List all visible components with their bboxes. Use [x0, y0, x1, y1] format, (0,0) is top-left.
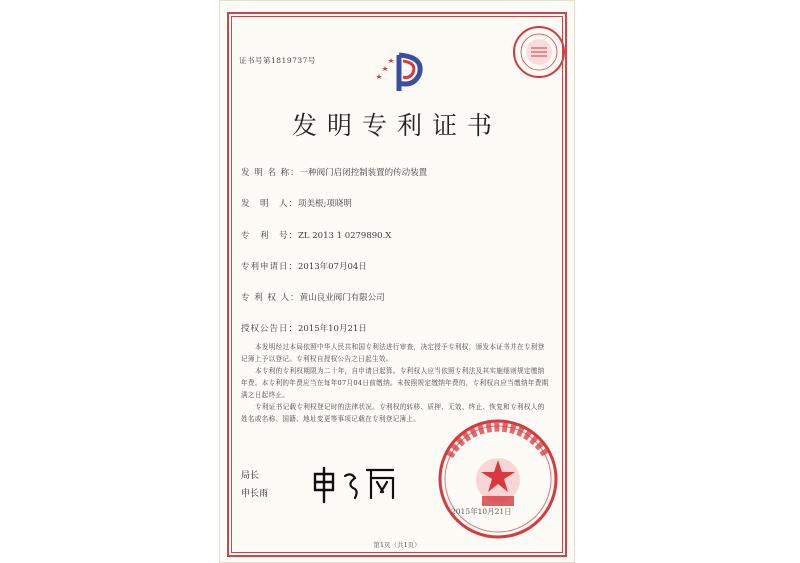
field-label: 授权公告日： — [241, 324, 299, 334]
field-label: 专 利 权 人： — [241, 293, 300, 303]
seal-date: 2015年10月21日 — [451, 507, 512, 516]
anti-counterfeit-stamp-icon — [511, 24, 567, 80]
field-value: 项美根;项晓明 — [298, 199, 352, 209]
handwritten-signature — [311, 462, 401, 504]
field-label: 专 利 号： — [241, 231, 299, 241]
field-value: 2015年10月21日 — [298, 324, 367, 334]
field-grant-date — [241, 322, 367, 334]
field-inventor — [241, 197, 352, 209]
field-label: 发 明 名 称： — [241, 168, 300, 178]
field-value: 黄山良业阀门有限公司 — [299, 293, 385, 303]
field-label: 专利申请日： — [241, 262, 299, 272]
field-label: 发 明 人： — [241, 199, 299, 209]
national-seal-icon — [435, 416, 561, 542]
field-value: ZL 2013 1 0279890.X — [298, 231, 392, 241]
field-patentee — [241, 291, 385, 303]
field-invention-name — [241, 166, 427, 178]
body-paragraph-2: 本专利的专利权期限为二十年，自申请日起算。专利权人应当依照专利法及其实施细则规定缴纳年费。本专利的年费应当在每年07月04日前缴纳。未按照规定缴纳年费的，专利权自应当缴纳年费期满之日起终止。 — [241, 367, 549, 399]
body-paragraph-3: 专利证书记载专利权登记时的法律状况。专利权的转移、质押、无效、终止、恢复和专利权人的姓名或名称、国籍、地址变更等事项记载在专利登记簿上。 — [241, 403, 545, 423]
signatory-name: 申长雨 — [241, 489, 269, 499]
body-paragraph-1: 本发明经过本局依照中华人民共和国专利法进行审查，决定授予专利权，颁发本证书并在专利登记簿上予以登记。专利权自授权公告之日起生效。 — [241, 343, 545, 363]
field-application-date — [241, 260, 367, 272]
field-value: 2013年07月04日 — [298, 262, 367, 272]
certificate-number: 证书号第1819737号 — [239, 56, 316, 65]
patent-certificate — [219, 0, 575, 563]
field-patent-number — [241, 229, 391, 241]
field-value: 一种阀门启闭控制装置的传动装置 — [299, 168, 428, 178]
signatory-title: 局长 — [241, 471, 260, 481]
patent-office-logo-icon — [369, 47, 433, 95]
page-number: 第1页（共1页） — [373, 541, 421, 549]
certificate-title: 发明专利证书 — [291, 111, 502, 140]
